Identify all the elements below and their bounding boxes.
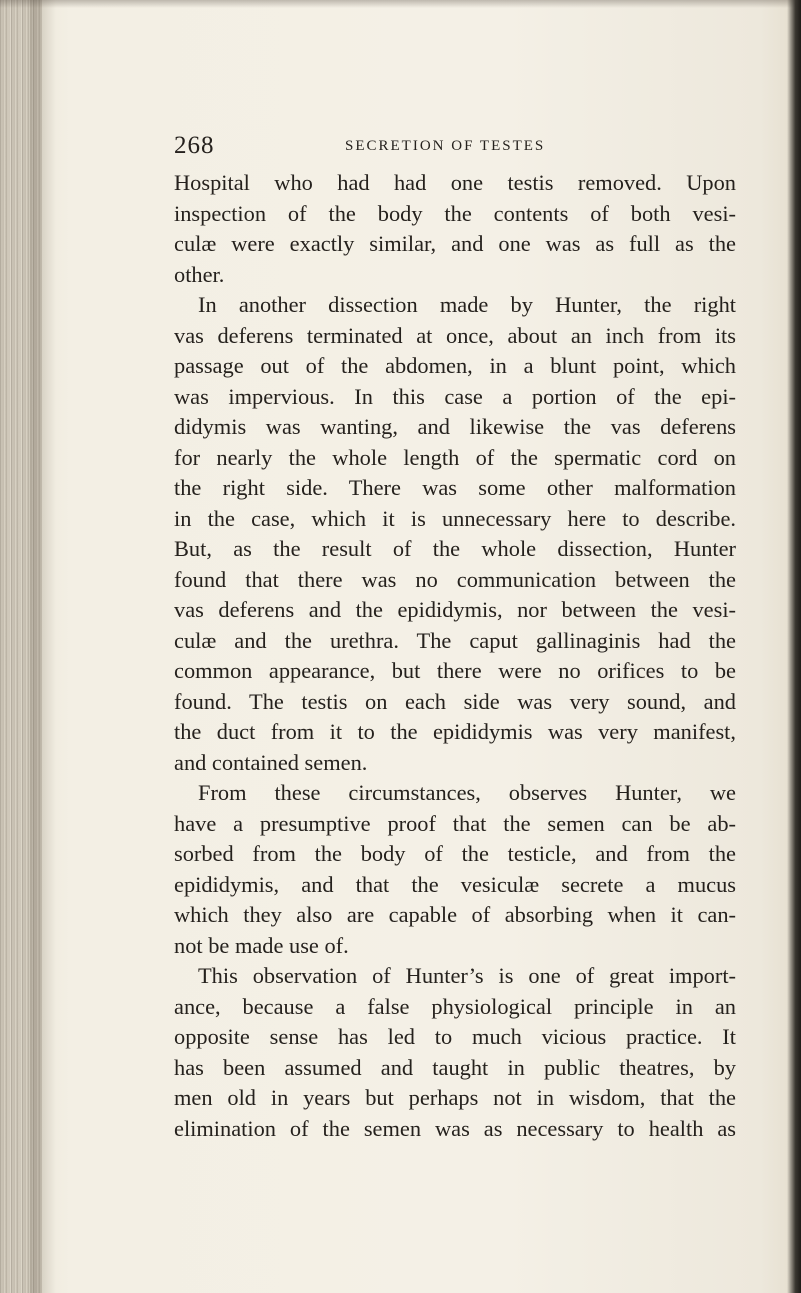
text-line: men old in years but perhaps not in wisdom, that the (174, 1085, 736, 1110)
text-line: was impervious. In this case a portion of the epi- (174, 383, 736, 409)
running-head: SECRETION OF TESTES (345, 138, 546, 154)
text-line: the duct from it to the epididymis was very manifest, (174, 719, 736, 744)
text-line: for nearly the whole length of the spermatic cord on (174, 444, 736, 470)
text-line: the right side. There was some other malformation (174, 475, 736, 500)
text-line: has been assumed and taught in public theatres, by (174, 1054, 736, 1080)
text-line: vas deferens terminated at once, about an inch from its (174, 322, 736, 348)
page-header (174, 132, 674, 162)
text-line: in the case, which it is unnecessary here to describe. (174, 505, 736, 531)
text-line: found that there was no communication between the (174, 566, 736, 592)
text-line: didymis was wanting, and likewise the vas deferens (174, 414, 736, 439)
text-line: In another dissection made by Hunter, the right (198, 292, 736, 317)
text-line: inspection of the body the contents of both vesi- (174, 200, 736, 226)
text-line: and contained semen. (174, 749, 368, 775)
text-line: culæ and the urethra. The caput gallinaginis had the (174, 627, 736, 653)
text-line: culæ were exactly similar, and one was as full as the (174, 231, 736, 256)
text-line: But, as the result of the whole dissection, Hunter (174, 536, 736, 561)
text-line: ance, because a false physiological principle in an (174, 993, 736, 1019)
text-line: passage out of the abdomen, in a blunt point, which (174, 353, 736, 378)
top-edge-shadow (0, 0, 801, 8)
text-line: vas deferens and the epididymis, nor between the vesi- (174, 597, 736, 622)
text-line: have a presumptive proof that the semen can be ab- (174, 810, 736, 836)
right-page-edge (787, 0, 801, 1293)
text-line: opposite sense has led to much vicious practice. It (174, 1024, 736, 1049)
text-line: not be made use of. (174, 932, 349, 958)
text-line: elimination of the semen was as necessary to health as (174, 1115, 736, 1141)
page-number: 268 (174, 132, 215, 159)
text-line: epididymis, and that the vesiculæ secrete a mucus (174, 871, 736, 897)
text-line: Hospital who had had one testis removed. Upon (174, 170, 736, 195)
body-text (174, 168, 736, 1144)
text-line: From these circumstances, observes Hunter, we (198, 780, 736, 805)
text-line: other. (174, 261, 225, 287)
text-line: which they also are capable of absorbing when it can- (174, 902, 736, 927)
text-line: common appearance, but there were no orifices to be (174, 658, 736, 683)
text-line: found. The testis on each side was very sound, and (174, 688, 736, 714)
text-line: This observation of Hunter’s is one of great import- (198, 963, 736, 988)
text-line: sorbed from the body of the testicle, and from the (174, 841, 736, 866)
gutter-shadow (30, 0, 56, 1293)
